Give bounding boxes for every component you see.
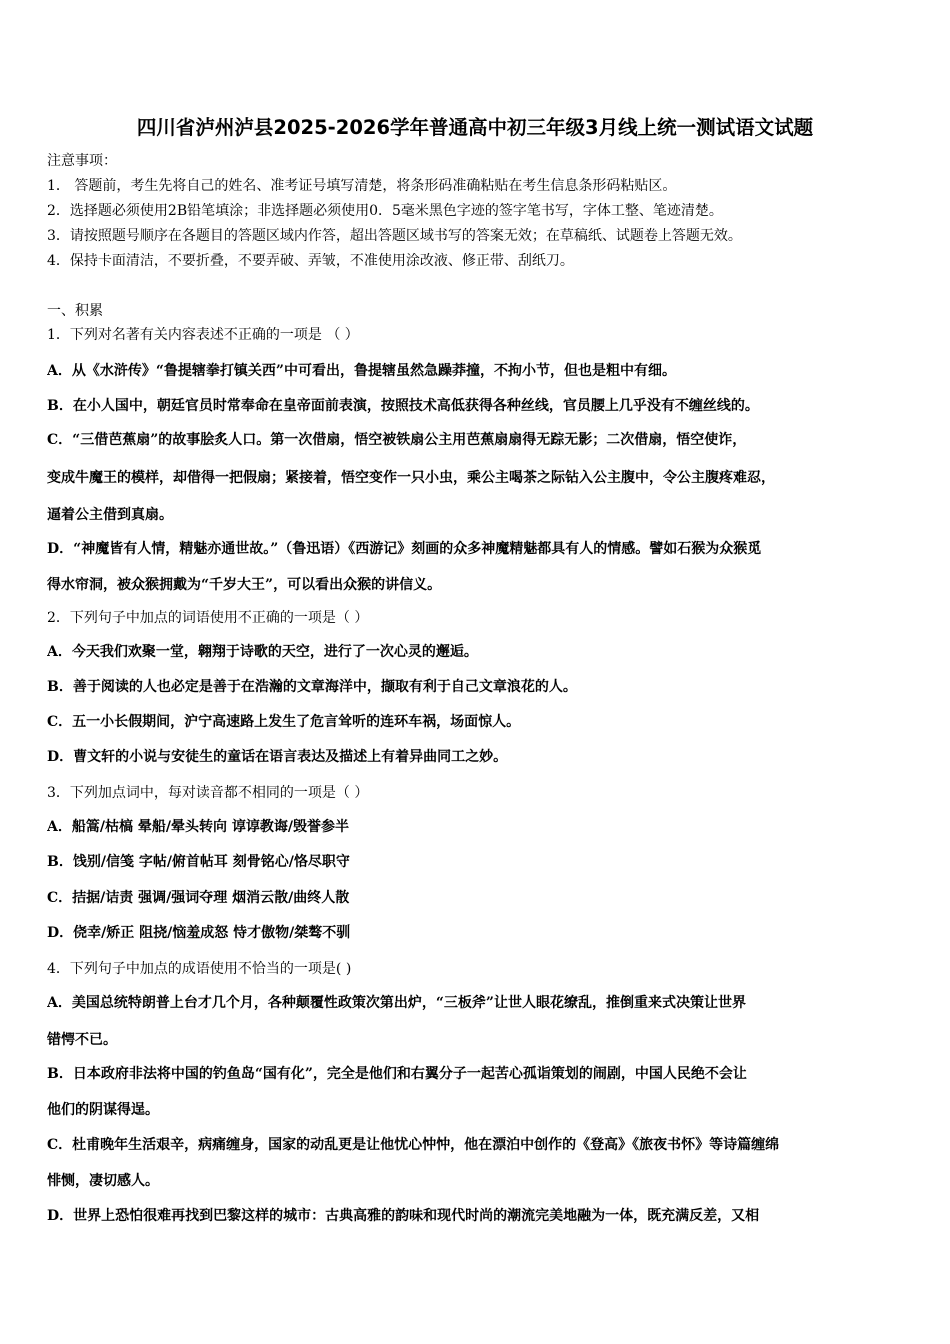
question-4-option-a-line2: 错愕不已。 — [47, 1032, 117, 1048]
question-1-option-c-line1: C．“三借芭蕉扇”的故事脍炙人口。第一次借扇，悟空被铁扇公主用芭蕉扇扇得无踪无影；二次借扇，悟空使诈， — [47, 432, 747, 448]
question-2-option-b: B．善于阅读的人也必定是善于在浩瀚的文章海洋中，撷取有利于自己文章浪花的人。 — [47, 679, 577, 695]
question-4-option-c-line1: C．杜甫晚年生活艰辛，病痛缠身，国家的动乱更是让他忧心忡忡，他在漂泊中创作的《登高》《旅夜书怀》等诗篇缠绵 — [47, 1137, 780, 1153]
notice-heading: 注意事项： — [47, 153, 117, 169]
question-2-option-c: C．五一小长假期间，沪宁高速路上发生了危言耸听的连环车祸，场面惊人。 — [47, 714, 521, 730]
question-3-option-c: C．拮据/诘责 强调/强词夺理 烟消云散/曲终人散 — [47, 890, 350, 906]
notice-item-4: 4．保持卡面清洁，不要折叠，不要弄破、弄皱，不准使用涂改液、修正带、刮纸刀。 — [47, 253, 574, 269]
notice-item-1: 1． 答题前，考生先将自己的姓名、准考证号填写清楚，将条形码准确粘贴在考生信息条形码粘贴区。 — [47, 178, 677, 194]
question-2-option-a: A．今天我们欢聚一堂，翱翔于诗歌的天空，进行了一次心灵的邂逅。 — [47, 644, 478, 660]
question-1-option-d-line2: 得水帘洞，被众猴拥戴为“千岁大王”，可以看出众猴的讲信义。 — [47, 577, 442, 593]
page-title: 四川省泸州泸县2025-2026学年普通高中初三年级3月线上统一测试语文试题 — [136, 116, 814, 139]
question-4-option-b-line1: B．日本政府非法将中国的钓鱼岛“国有化”，完全是他们和右翼分子一起苦心孤诣策划的闹剧，中国人民绝不会让 — [47, 1066, 747, 1082]
question-4-option-c-line2: 悱恻，凄切感人。 — [47, 1173, 159, 1189]
section-heading: 一、积累 — [47, 303, 103, 319]
question-2-option-d: D．曹文轩的小说与安徒生的童话在语言表达及描述上有着异曲同工之妙。 — [47, 749, 508, 765]
question-1-option-a: A．从《水浒传》“鲁提辖拳打镇关西”中可看出，鲁提辖虽然急躁莽撞，不拘小节，但也是粗中有细。 — [47, 363, 676, 379]
question-1-stem: 1．下列对名著有关内容表述不正确的一项是 （ ） — [47, 327, 359, 343]
question-2-stem: 2．下列句子中加点的词语使用不正确的一项是（ ） — [47, 610, 369, 626]
notice-item-2: 2．选择题必须使用2B铅笔填涂；非选择题必须使用0．5毫米黑色字迹的签字笔书写，字体工整、笔迹清楚。 — [47, 203, 723, 219]
question-3-stem: 3．下列加点词中，每对读音都不相同的一项是（ ） — [47, 785, 369, 801]
question-4-option-d-line1: D．世界上恐怕很难再找到巴黎这样的城市：古典高雅的韵味和现代时尚的潮流完美地融为一体，既充满反差，又相 — [47, 1208, 760, 1224]
notice-item-3: 3．请按照题号顺序在各题目的答题区域内作答，超出答题区域书写的答案无效；在草稿纸、试题卷上答题无效。 — [47, 228, 742, 244]
question-4-option-a-line1: A．美国总统特朗普上台才几个月，各种颠覆性政策次第出炉，“三板斧”让世人眼花缭乱，推倒重来式决策让世界 — [47, 995, 746, 1011]
question-1-option-c-line2: 变成牛魔王的模样，却借得一把假扇；紧接着，悟空变作一只小虫，乘公主喝茶之际钻入公主腹中，令公主腹疼难忍， — [47, 470, 775, 486]
question-4-option-b-line2: 他们的阴谋得逞。 — [47, 1102, 159, 1118]
question-3-option-a: A．船篙/枯槁 晕船/晕头转向 谆谆教诲/毁誉参半 — [47, 819, 349, 835]
question-3-option-b: B．饯别/信笺 字帖/俯首帖耳 刻骨铭心/恪尽职守 — [47, 854, 350, 870]
question-3-option-d: D．侥幸/矫正 阻挠/恼羞成怒 恃才傲物/桀骜不驯 — [47, 925, 351, 941]
question-1-option-b: B．在小人国中，朝廷官员时常奉命在皇帝面前表演，按照技术高低获得各种丝线，官员腰上几乎没有不缠丝线的。 — [47, 398, 759, 414]
question-1-option-c-line3: 逼着公主借到真扇。 — [47, 507, 173, 523]
question-4-stem: 4．下列句子中加点的成语使用不恰当的一项是( ) — [47, 961, 352, 977]
question-1-option-d-line1: D．“神魔皆有人情，精魅亦通世故。”（鲁迅语）《西游记》刻画的众多神魔精魅都具有人的情感。譬如石猴为众猴觅 — [47, 541, 762, 557]
